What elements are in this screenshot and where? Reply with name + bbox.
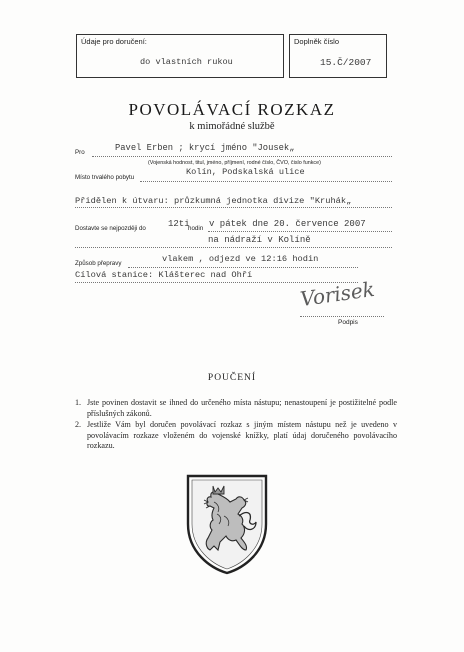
delivery-label: Údaje pro doručení:: [81, 37, 147, 46]
report-hour: 12ti: [168, 219, 190, 229]
document-title: POVOLÁVACÍ ROZKAZ: [128, 100, 336, 119]
instructions-heading: POUČENÍ: [207, 373, 257, 383]
instruction-item: [75, 420, 397, 452]
instruction-text: Jestliže Vám byl doručen povolávací rozkaz s jiným místem nástupu než je uvedeno v povolávacím rozkaze vloženém do vojenské knížky, platí údaj doručeného povolávacího rozkazu.: [87, 420, 397, 451]
for-line: [92, 156, 392, 157]
for-label: Pro: [75, 149, 85, 156]
residence-value: Kolín, Podskalská ulice: [186, 167, 305, 177]
report-place-line: [75, 247, 392, 248]
assigned-value: Přidělen k útvaru: průzkumná jednotka divize "Kruhák„: [75, 196, 352, 206]
destination-value: Cílová stanice: Klášterec nad Ohří: [75, 270, 253, 280]
delivery-value: do vlastních rukou: [140, 57, 233, 67]
instruction-number: 1.: [75, 398, 82, 407]
destination-line: [75, 282, 358, 283]
transport-line: [128, 267, 358, 268]
supplement-value: 15.Č/2007: [320, 57, 372, 68]
report-place: na nádraží v Kolíně: [208, 235, 311, 245]
report-hour-unit: hodin: [188, 225, 204, 232]
assigned-line: [75, 207, 392, 208]
transport-value: vlakem , odjezd ve 12:16 hodin: [162, 254, 319, 264]
supplement-label: Doplněk číslo: [294, 37, 340, 46]
instruction-number: 2.: [75, 420, 82, 430]
signature-line: [300, 316, 384, 317]
czech-lion-coat-of-arms-icon: [184, 472, 270, 576]
document-subtitle: k mimořádné službě: [189, 121, 275, 132]
instruction-text: Jste povinen dostavit se ihned do určeného místa nástupu; nenastoupení je postižitelné podle příslušných zákonů.: [87, 398, 397, 418]
for-value: Pavel Erben ; krycí jméno "Jousek„: [115, 143, 295, 153]
signature-label: Podpis: [338, 319, 358, 326]
residence-label: Místo trvalého pobytu: [75, 174, 135, 181]
report-label: Dostavte se nejpozději do: [75, 225, 146, 232]
instruction-item: [75, 398, 397, 419]
report-date: v pátek dne 20. července 2007: [209, 219, 366, 229]
report-line: [208, 231, 392, 232]
residence-line: [140, 181, 392, 182]
for-hint: (Vojenská hodnost, titul, jméno, příjmení, rodné číslo, ČVO, čislo funkce): [148, 160, 321, 166]
instructions-list: [75, 398, 397, 453]
transport-label: Způsob přepravy: [75, 260, 122, 267]
handwritten-signature: Vorisek: [298, 276, 377, 312]
